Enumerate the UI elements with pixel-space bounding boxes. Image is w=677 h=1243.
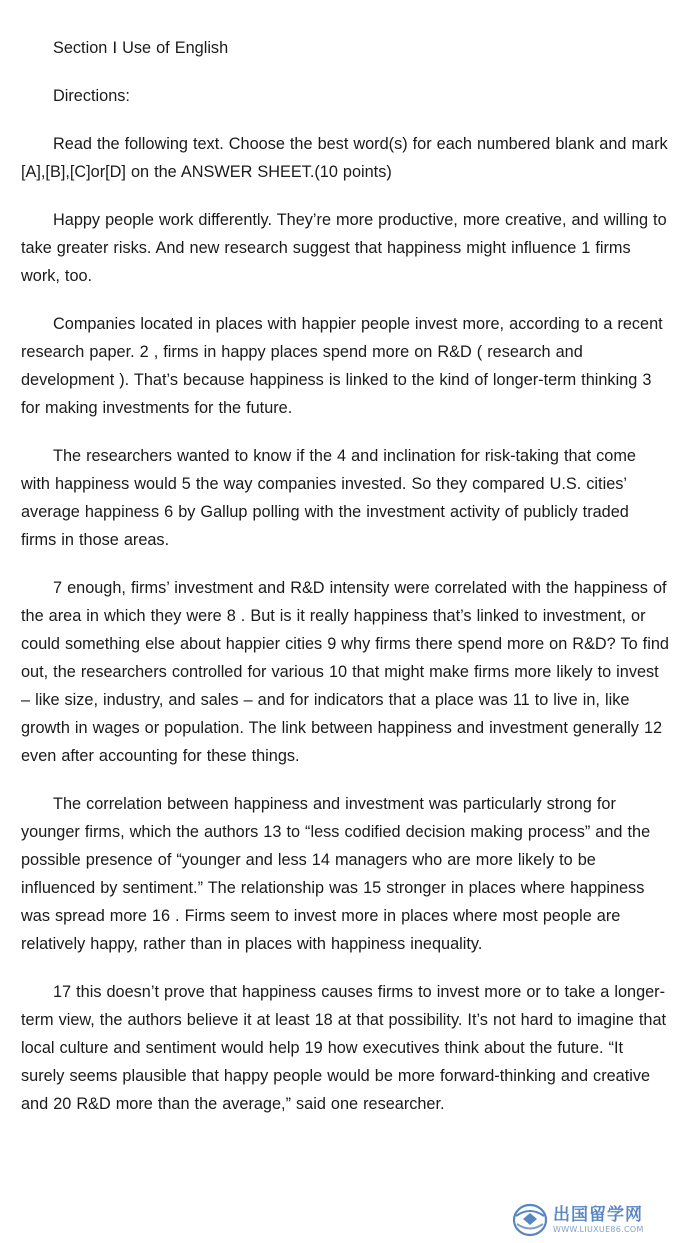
- site-watermark: [511, 1201, 671, 1239]
- watermark-url: WWW.LIUXUE86.COM: [553, 1224, 644, 1234]
- passage-paragraph-4: 7 enough, firms’ investment and R&D intensity were correlated with the happiness of the area in which they were 8 . But is it really happiness that’s linked to investment, or could something else about happier cities 9 why firms there spend more on R&D? To find out, the researchers controlled for various 10 that might make firms more likely to invest – like size, industry, and sales – and for indicators that a place was 11 to live in, like growth in wages or population. The link between happiness and investment generally 12 even after accounting for these things.: [21, 579, 669, 765]
- watermark-name: 出国留学网: [553, 1204, 643, 1225]
- passage-paragraph-1: Happy people work differently. They’re more productive, more creative, and willing to take greater risks. And new research suggest that happiness might influence 1 firms work, too.: [21, 211, 667, 285]
- globe-logo-icon: [511, 1203, 549, 1237]
- instructions-paragraph: Read the following text. Choose the best word(s) for each numbered blank and mark [A],[B],[C]or[D] on the ANSWER SHEET.(10 points): [21, 135, 668, 181]
- document-body: [21, 34, 669, 1138]
- passage-paragraph-5: The correlation between happiness and investment was particularly strong for younger firms, which the authors 13 to “less codified decision making process” and the possible presence of “younger and less 14 managers who are more likely to be influenced by sentiment.” The relationship was 15 stronger in places where happiness was spread more 16 . Firms seem to invest more in places where most people are relatively happy, rather than in places with happiness inequality.: [21, 795, 651, 953]
- directions-label: Directions:: [53, 87, 130, 105]
- passage-paragraph-3: The researchers wanted to know if the 4 and inclination for risk-taking that come with happiness would 5 the way companies invested. So they compared U.S. cities’ average happiness 6 by Gallup polling with the investment activity of publicly traded firms in those areas.: [21, 447, 636, 549]
- passage-paragraph-6: 17 this doesn’t prove that happiness causes firms to invest more or to take a longer-term view, the authors believe it at least 18 at that possibility. It’s not hard to imagine that local culture and sentiment would help 19 how executives think about the future. “It surely seems plausible that happy people would be more forward-thinking and creative and 20 R&D more than the average,” said one researcher.: [21, 983, 667, 1113]
- section-title: Section Ⅰ Use of English: [53, 39, 229, 57]
- passage-paragraph-2: Companies located in places with happier people invest more, according to a recent research paper. 2 , firms in happy places spend more on R&D ( research and development ). That’s because happiness is linked to the kind of longer-term thinking 3 for making investments for the future.: [21, 315, 663, 417]
